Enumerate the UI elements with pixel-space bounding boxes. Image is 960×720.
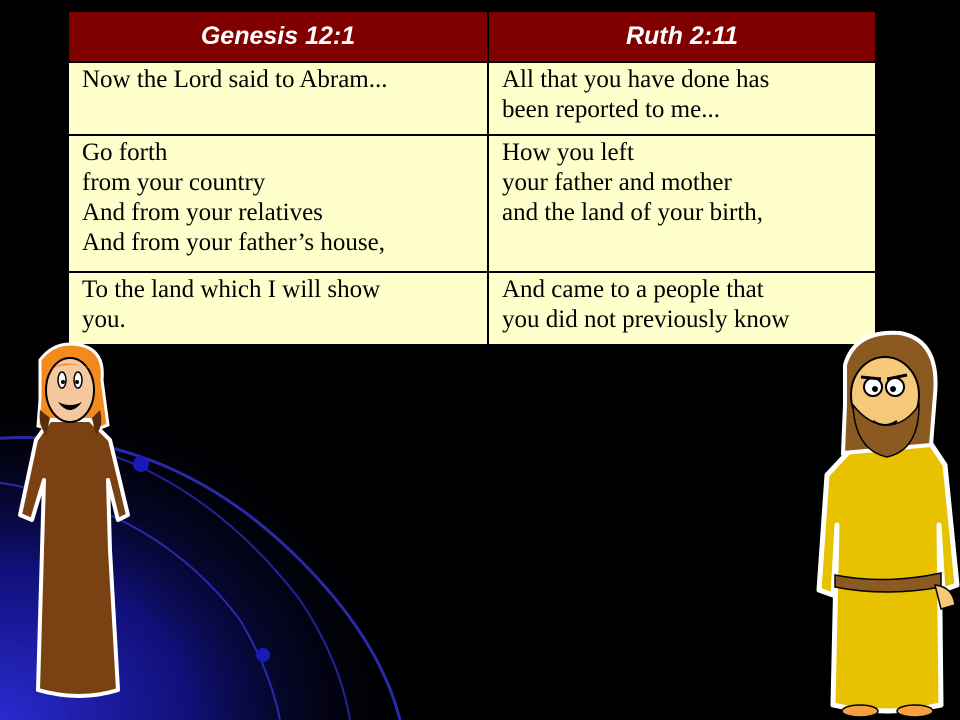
man-figure	[815, 325, 960, 720]
comparison-table	[67, 10, 877, 346]
table-row	[68, 135, 876, 272]
woman-figure	[10, 340, 140, 720]
woman-face	[46, 358, 94, 422]
decor-dot-2	[256, 648, 270, 662]
table-row	[68, 272, 876, 345]
table-row	[68, 62, 876, 135]
table-cell: Now the Lord said to Abram...	[68, 62, 488, 135]
table-cell: And came to a people that you did not previously know	[488, 272, 876, 345]
woman-dress	[20, 420, 128, 696]
table-cell: All that you have done has been reported to me...	[488, 62, 876, 135]
man-robe	[819, 435, 957, 711]
table-cell: Go forth from your country And from your relatives And from your father’s house,	[68, 135, 488, 272]
header-genesis: Genesis 12:1	[68, 11, 488, 62]
header-ruth: Ruth 2:11	[488, 11, 876, 62]
table-cell: To the land which I will show you.	[68, 272, 488, 345]
table-cell: How you left your father and mother and the land of your birth,	[488, 135, 876, 272]
table-header-row	[68, 11, 876, 62]
